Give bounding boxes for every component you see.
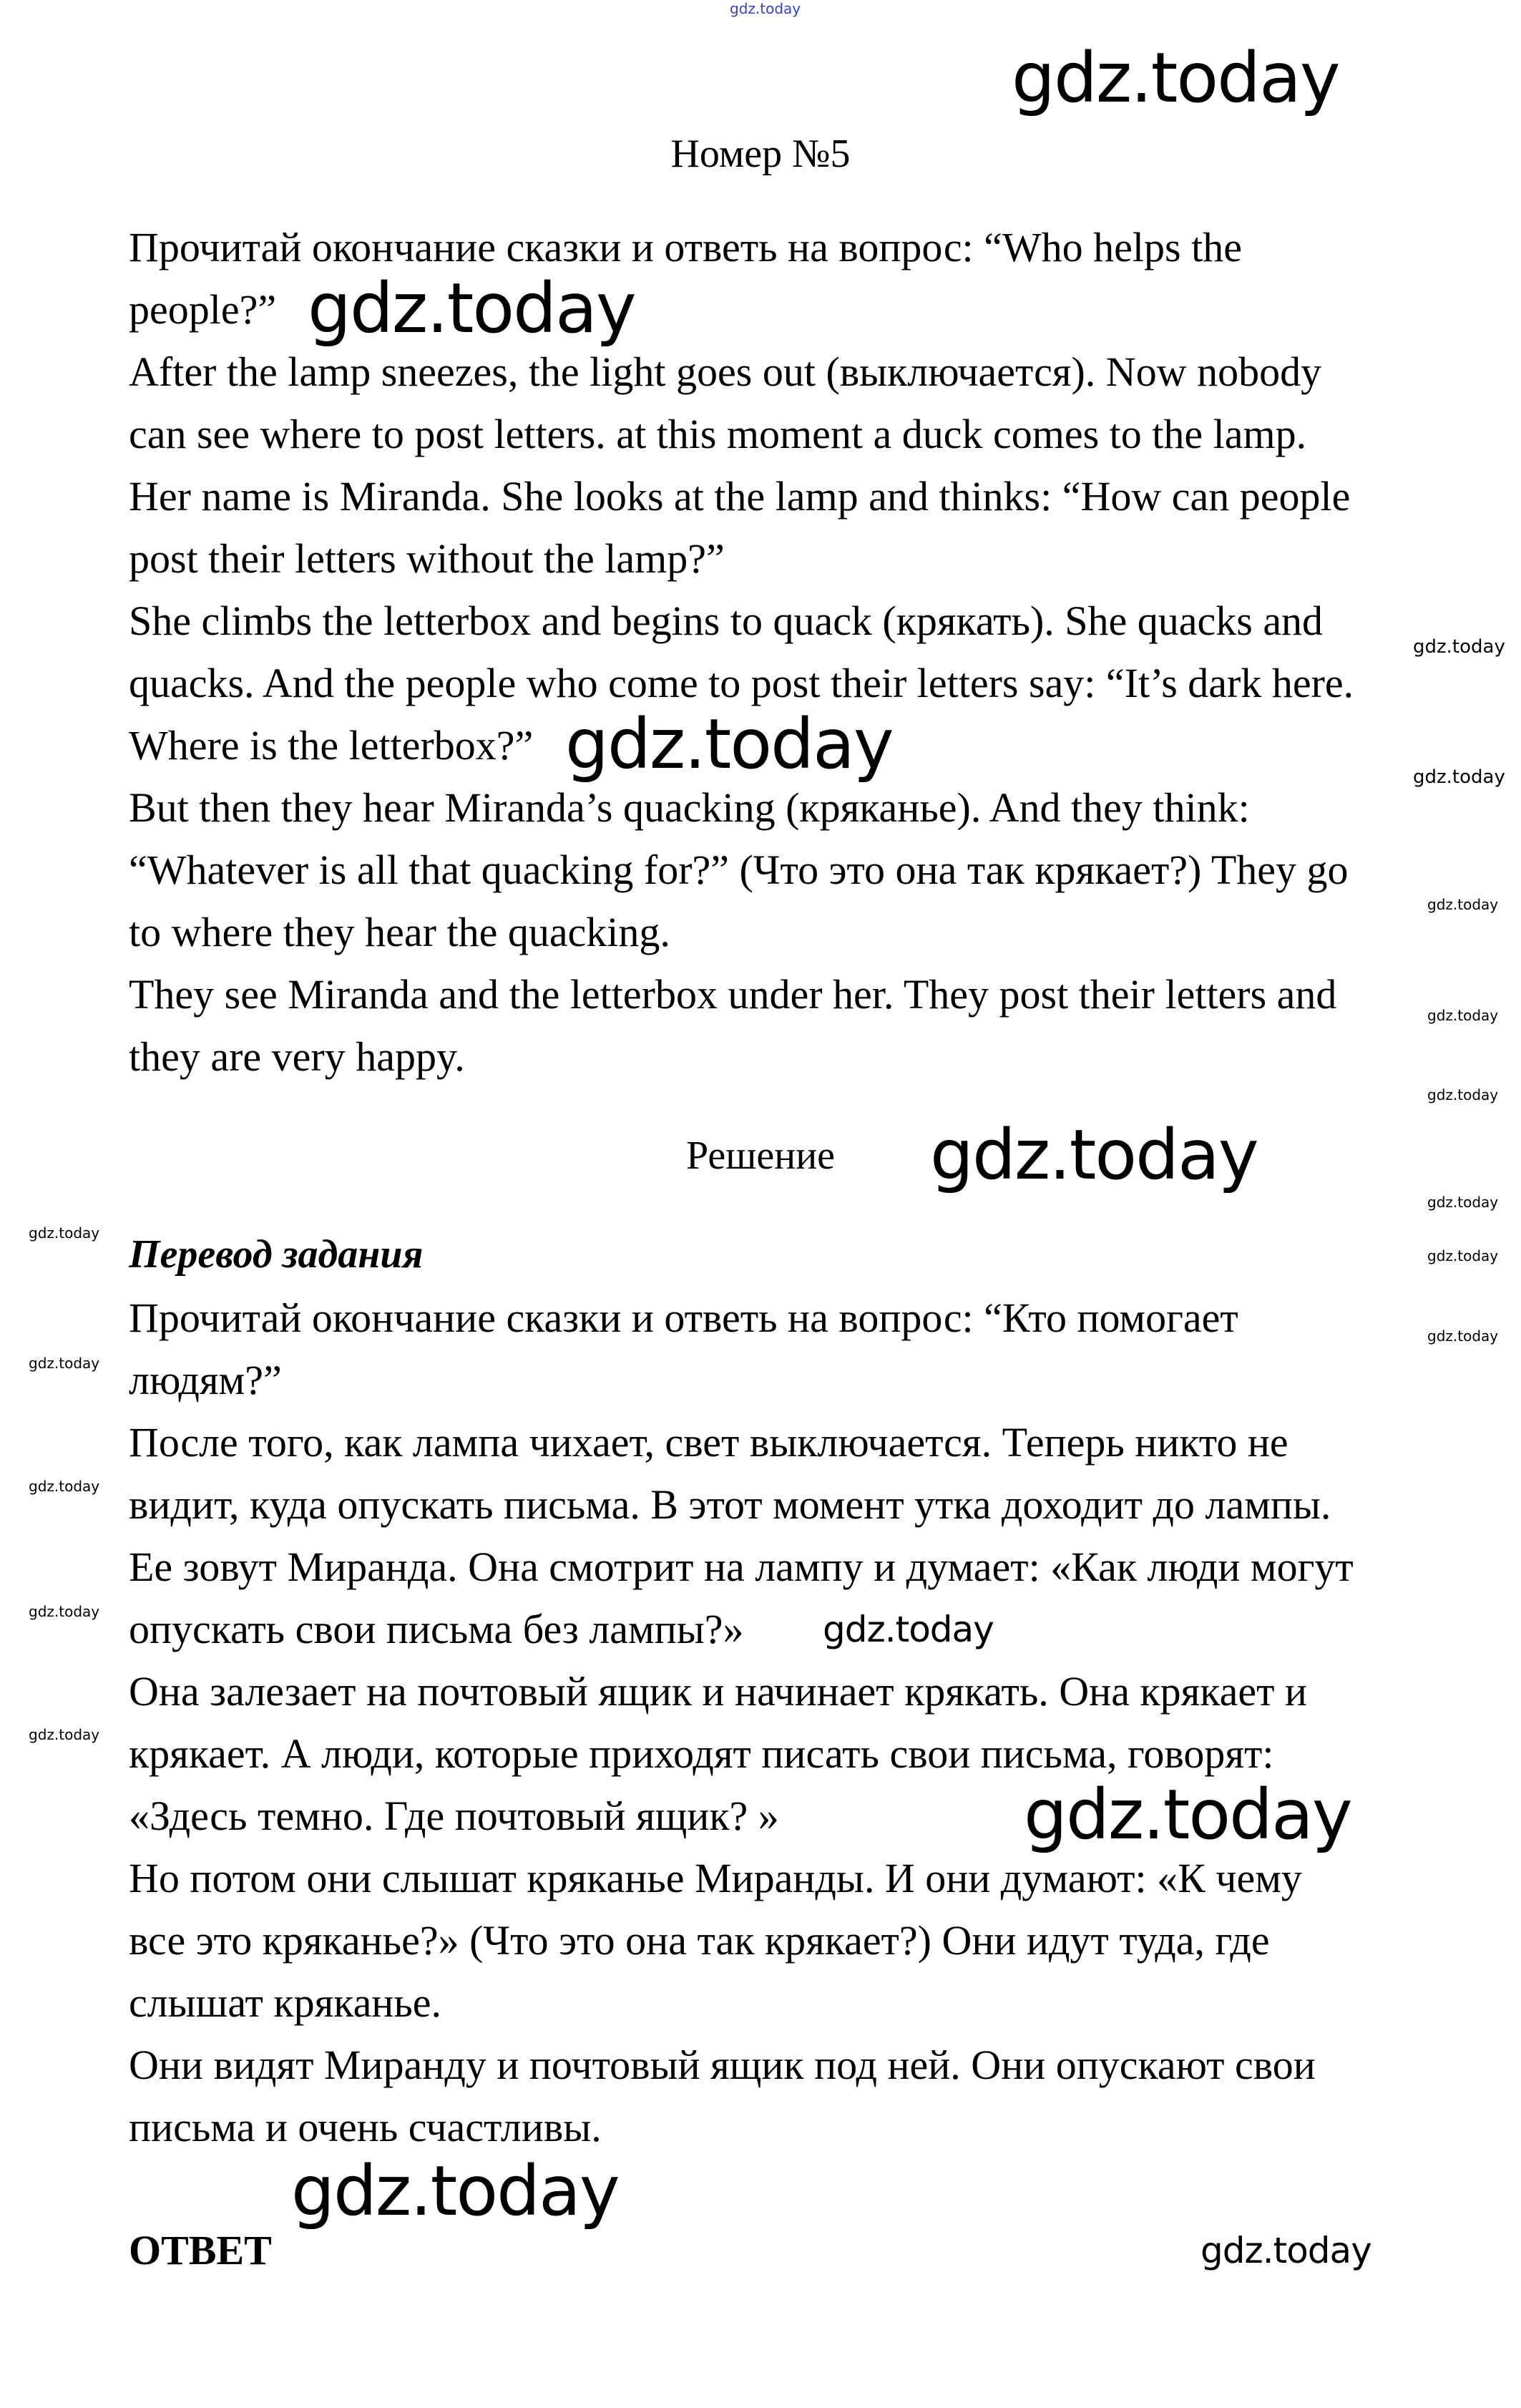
page-title: Номер №5 [670, 132, 851, 176]
translation-line: людям?” [129, 1357, 282, 1403]
watermark: gdz.today [1413, 766, 1505, 788]
answer-label: ОТВЕТ [129, 2227, 272, 2273]
watermark: gdz.today [291, 2151, 619, 2232]
watermark: gdz.today [1427, 1194, 1499, 1211]
task-line: But then they hear Miranda’s quacking (кряканье). And they think: [129, 784, 1250, 831]
translation-line: Прочитай окончание сказки и ответь на вопрос: “Кто помогает [129, 1295, 1238, 1341]
watermark: gdz.today [1024, 1775, 1351, 1856]
task-line: to where they hear the quacking. [129, 909, 670, 955]
translation-line: письма и очень счастливы. [129, 2104, 602, 2150]
watermark: gdz.today [1427, 1086, 1499, 1103]
watermark: gdz.today [29, 1224, 100, 1242]
task-line: quacks. And the people who come to post their letters say: “It’s dark here. [129, 660, 1354, 706]
task-line: people?” [129, 286, 277, 333]
translation-line: Ее зовут Миранда. Она смотрит на лампу и думает: «Как люди могут [129, 1544, 1354, 1590]
translation-line: все это кряканье?» (Что это она так крякает?) Они идут туда, где [129, 1917, 1270, 1964]
translation-line: Она залезает на почтовый ящик и начинает крякать. Она крякает и [129, 1668, 1307, 1715]
watermark: gdz.today [1427, 896, 1499, 913]
watermark: gdz.today [29, 1355, 100, 1372]
watermark: gdz.today [1200, 2230, 1371, 2271]
translation-text [129, 1287, 1417, 2158]
task-line: Прочитай окончание сказки и ответь на вопрос: “Who helps the [129, 224, 1242, 270]
task-line: She climbs the letterbox and begins to quack (крякать). She quacks and [129, 598, 1324, 644]
watermark: gdz.today [565, 704, 893, 785]
translation-line: видит, куда опускать письма. В этот момент утка доходит до лампы. [129, 1481, 1331, 1528]
solution-heading: Решение [685, 1134, 836, 1178]
watermark: gdz.today [1427, 1007, 1499, 1024]
translation-line: Но потом они слышат кряканье Миранды. И они думают: «К чему [129, 1855, 1302, 1901]
translation-line: После того, как лампа чихает, свет выключается. Теперь никто не [129, 1419, 1288, 1466]
task-line: can see where to post letters. at this moment a duck comes to the lamp. [129, 411, 1307, 457]
task-line: Where is the letterbox?” [129, 722, 534, 769]
translation-line: слышат кряканье. [129, 1979, 442, 2026]
watermark: gdz.today [930, 1115, 1258, 1196]
task-line: “Whatever is all that quacking for?” (Что это она так крякает?) They go [129, 847, 1349, 893]
watermark: gdz.today [1012, 38, 1339, 119]
translation-line: Они видят Миранду и почтовый ящик под ней. Они опускают свои [129, 2042, 1316, 2088]
watermark: gdz.today [308, 268, 635, 349]
translation-line: крякает. А люди, которые приходят писать свои письма, говорят: [129, 1730, 1274, 1777]
watermark: gdz.today [823, 1609, 994, 1650]
translation-heading: Перевод задания [129, 1232, 424, 1277]
watermark: gdz.today [29, 1726, 100, 1743]
watermark: gdz.today [1427, 1247, 1499, 1264]
task-line: post their letters without the lamp?” [129, 535, 725, 582]
watermark: gdz.today [29, 1603, 100, 1620]
watermark-top: gdz.today [730, 0, 801, 17]
translation-line: «Здесь темно. Где почтовый ящик? » [129, 1793, 779, 1839]
task-line: Her name is Miranda. She looks at the lamp and thinks: “How can people [129, 473, 1351, 520]
task-line: they are very happy. [129, 1033, 465, 1080]
watermark: gdz.today [29, 1478, 100, 1495]
translation-line: опускать свои письма без лампы?» [129, 1606, 744, 1652]
task-line: They see Miranda and the letterbox under her. They post their letters and [129, 971, 1337, 1018]
watermark: gdz.today [1413, 636, 1505, 658]
task-line: After the lamp sneezes, the light goes out (выключается). Now nobody [129, 348, 1322, 395]
watermark: gdz.today [1427, 1327, 1499, 1345]
